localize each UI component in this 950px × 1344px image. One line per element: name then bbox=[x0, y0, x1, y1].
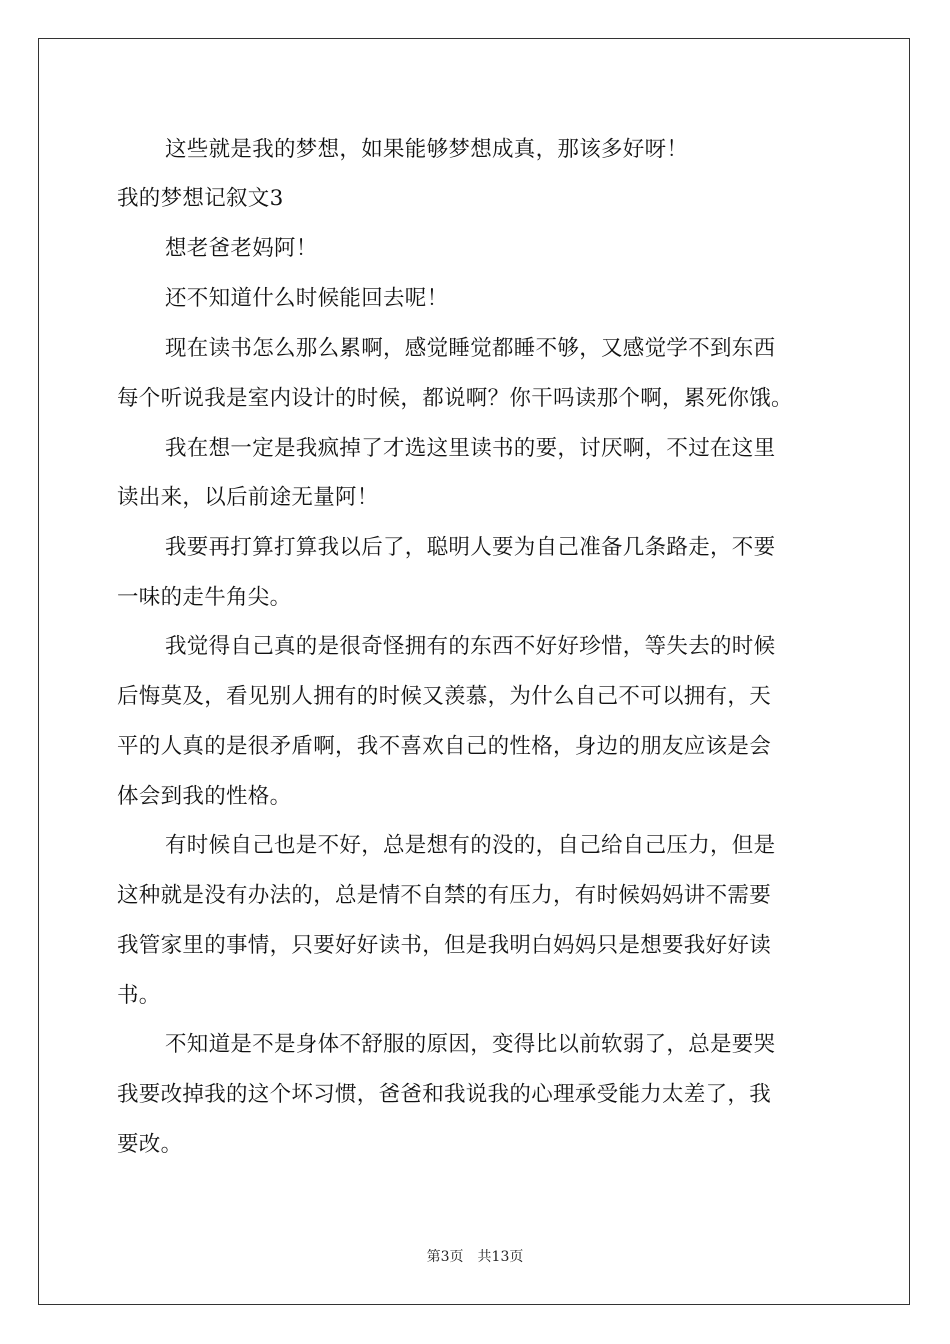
paragraph-line: 后悔莫及，看见别人拥有的时候又羡慕，为什么自己不可以拥有，天 bbox=[117, 684, 772, 709]
paragraph-line: 我要改掉我的这个坏习惯，爸爸和我说我的心理承受能力太差了，我 bbox=[117, 1082, 772, 1107]
paragraph-line: 每个听说我是室内设计的时候，都说啊？你干吗读那个啊，累死你饿。 bbox=[117, 386, 793, 411]
paragraph-line: 书。 bbox=[117, 983, 161, 1008]
paragraph-line: 我管家里的事情，只要好好读书，但是我明白妈妈只是想要我好好读 bbox=[117, 933, 772, 958]
section-title: 我的梦想记叙文3 bbox=[117, 186, 284, 211]
page-total: 共13页 bbox=[477, 1249, 524, 1265]
paragraph-line: 平的人真的是很矛盾啊，我不喜欢自己的性格，身边的朋友应该是会 bbox=[117, 734, 772, 759]
paragraph-line: 一味的走牛角尖。 bbox=[117, 585, 292, 610]
paragraph-line: 有时候自己也是不好，总是想有的没的，自己给自己压力，但是 bbox=[165, 833, 776, 858]
paragraph-line: 不知道是不是身体不舒服的原因，变得比以前软弱了，总是要哭 bbox=[165, 1032, 776, 1057]
paragraph-line: 想老爸老妈阿！ bbox=[165, 236, 318, 261]
page-number: 第3页 bbox=[426, 1249, 464, 1265]
paragraph-line: 要改。 bbox=[117, 1132, 183, 1157]
paragraph-line: 我要再打算打算我以后了，聪明人要为自己准备几条路走，不要 bbox=[165, 535, 776, 560]
paragraph-line: 现在读书怎么那么累啊，感觉睡觉都睡不够，又感觉学不到东西 bbox=[165, 336, 776, 361]
paragraph-line: 这些就是我的梦想，如果能够梦想成真，那该多好呀！ bbox=[165, 137, 689, 162]
paragraph-line: 读出来，以后前途无量阿！ bbox=[117, 485, 379, 510]
paragraph-line: 我在想一定是我疯掉了才选这里读书的要，讨厌啊，不过在这里 bbox=[165, 436, 776, 461]
paragraph-line: 这种就是没有办法的，总是情不自禁的有压力，有时候妈妈讲不需要 bbox=[117, 883, 772, 908]
paragraph-line: 体会到我的性格。 bbox=[117, 784, 292, 809]
paragraph-line: 还不知道什么时候能回去呢！ bbox=[165, 286, 449, 311]
paragraph-line: 我觉得自己真的是很奇怪拥有的东西不好好珍惜，等失去的时候 bbox=[165, 634, 776, 659]
page-footer bbox=[0, 1248, 950, 1266]
page-border bbox=[38, 38, 910, 1305]
